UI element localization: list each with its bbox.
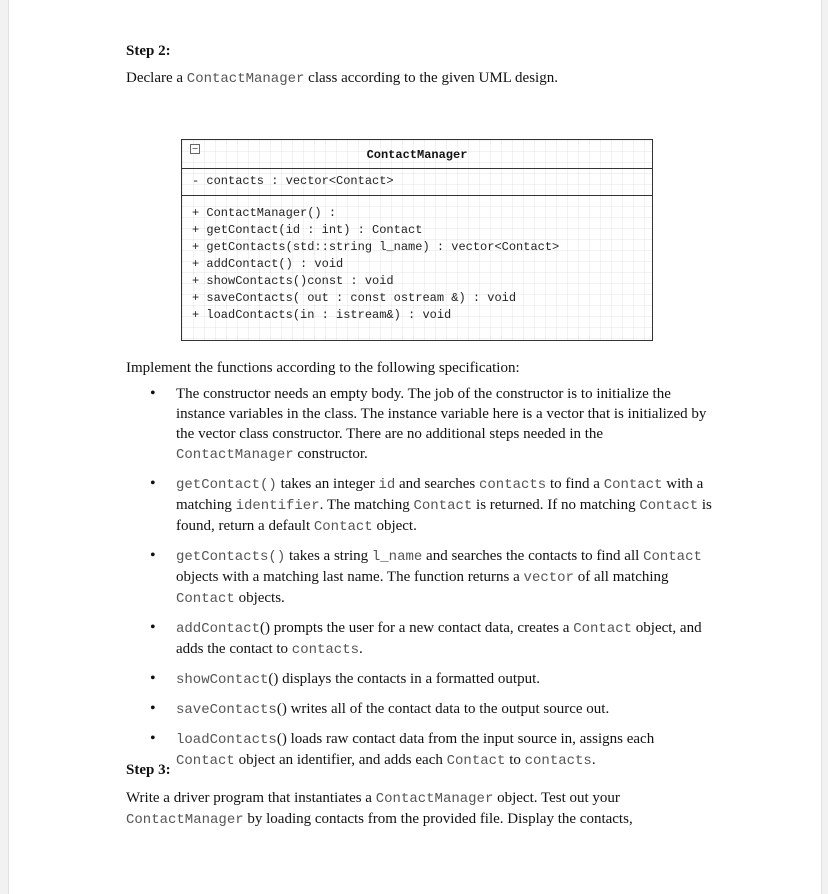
collapse-icon[interactable]: − [191,144,199,153]
inline-code: Contact [176,753,235,769]
text-run: object, and adds the contact to [176,620,702,657]
text-run: () writes all of the contact data to the output source out. [276,701,610,717]
text-run: to find a [546,476,604,492]
step2-intro-text-before: Declare a [126,70,187,86]
inline-code: Contact [446,753,506,769]
text-run: takes an integer [276,476,379,492]
inline-code: contacts [524,753,592,769]
text-run: and searches [395,476,479,492]
inline-code: l_name [371,549,423,565]
inline-code: Contact [313,519,373,535]
step3-paragraph [126,788,716,830]
step2-heading: Step 2: [126,43,171,59]
inline-code: addContact [176,621,261,637]
spec-bullet-item [126,546,716,609]
text-run: () loads raw contact data from the input source in, assigns each [276,731,655,747]
uml-operation: + saveContacts( out : const ostream &) : void [192,291,517,305]
inline-code: loadContacts [176,732,277,748]
step2-intro-code: ContactManager [186,71,305,87]
text-run: is found, return a default [176,497,712,534]
text-run: to [505,752,525,768]
text-run: object an identifier, and adds each [234,752,447,768]
text-run: is returned. If no matching [472,497,640,513]
text-run: Write a driver program that instantiates a [126,790,376,806]
uml-attributes-section [182,169,652,196]
uml-operation: + addContact() : void [192,257,344,271]
spec-bullet-item [126,474,716,537]
inline-code: contacts [478,477,547,493]
uml-class-diagram [181,139,653,341]
uml-operation: + loadContacts(in : istream&) : void [192,308,452,322]
spec-bullet-list [126,384,716,780]
inline-code: ContactManager [375,791,494,807]
implement-intro: Implement the functions according to the following specification: [126,360,520,376]
uml-operation: + showContacts()const : void [192,274,394,288]
text-run: of all matching [573,569,669,585]
spec-bullet-item [126,669,716,690]
inline-code: showContact [176,672,269,688]
uml-attribute: - contacts : vector<Contact> [192,174,394,188]
spec-bullet-item [126,729,716,771]
text-run: takes a string [285,548,372,564]
text-run: objects. [234,590,285,606]
uml-operation: + getContact(id : int) : Contact [192,223,423,237]
inline-code: vector [523,570,574,586]
text-run: . [359,641,363,657]
inline-code: Contact [639,498,699,514]
step2-intro-text-after: class according to the given UML design. [304,70,558,86]
uml-operation: + getContacts(std::string l_name) : vector<Contact> [192,240,560,254]
text-run: constructor. [293,446,368,462]
inline-code: saveContacts [176,702,277,718]
text-run: object. Test out your [493,790,620,806]
inline-code: Contact [603,477,663,493]
text-run: objects with a matching last name. The function returns a [176,569,524,585]
inline-code: ContactManager [176,447,294,463]
text-run: object. [372,518,417,534]
inline-code: getContacts() [176,549,286,565]
step3-heading: Step 3: [126,762,171,778]
text-run: () displays the contacts in a formatted output. [268,671,541,687]
text-run: . The matching [319,497,414,513]
text-run: The constructor needs an empty body. The job of the constructor is to initialize the instance variables in the class. The instance variable here is a vector that is initialized by the vector class constructor. There are no additional steps needed in the [176,386,707,442]
inline-code: ContactManager [126,812,244,828]
step2-intro [126,68,726,89]
inline-code: Contact [413,498,473,514]
spec-bullet-item [126,618,716,660]
text-run: and searches the contacts to find all [422,548,644,564]
uml-operations-list [182,196,652,324]
text-run: by loading contacts from the provided file. Display the contacts, [243,811,633,827]
inline-code: id [378,477,396,493]
uml-class-name: ContactManager [366,148,468,162]
spec-bullet-item [126,699,716,720]
text-run: () prompts the user for a new contact data, creates a [260,620,574,636]
inline-code: getContact() [176,477,277,493]
text-run: . [591,752,596,768]
inline-code: contacts [291,642,360,658]
uml-operation: + ContactManager() : [192,206,337,220]
inline-code: Contact [643,549,702,565]
spec-bullet-item [126,384,716,465]
uml-operations-section [182,196,652,340]
uml-class-name-section [182,140,652,169]
text-run: with a matching [176,476,704,513]
document-page [8,0,822,894]
inline-code: identifier [235,498,320,514]
inline-code: Contact [176,591,235,607]
inline-code: Contact [573,621,633,637]
